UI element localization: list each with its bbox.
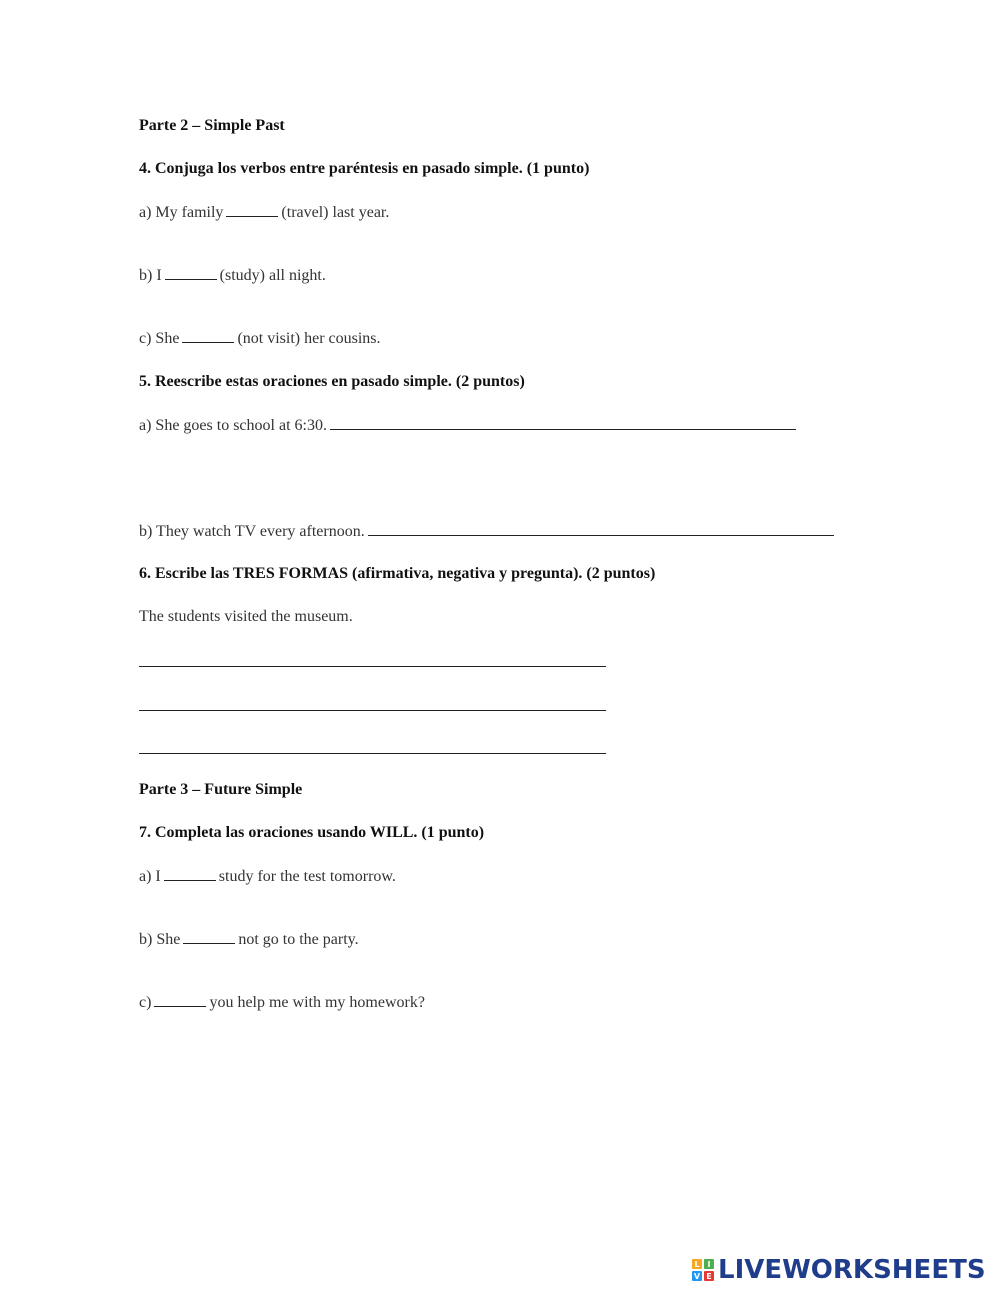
logo-text: LIVEWORKSHEETS bbox=[718, 1255, 986, 1285]
q4-item-c-prefix: c) She bbox=[139, 330, 180, 347]
q7-item-c-prefix: c) bbox=[139, 994, 152, 1011]
logo-letter-v: V bbox=[693, 1271, 701, 1281]
q4-item-c-suffix: (not visit) her cousins. bbox=[237, 330, 381, 347]
q7-item-b-suffix: not go to the party. bbox=[238, 931, 359, 948]
q5-answer-blank-a[interactable] bbox=[330, 415, 796, 430]
q5-item-b bbox=[139, 521, 837, 542]
liveworksheets-logo bbox=[692, 1256, 986, 1284]
q7-answer-blank-b[interactable] bbox=[183, 929, 235, 944]
q4-item-b bbox=[139, 265, 326, 286]
q4-heading: 4. Conjuga los verbos entre paréntesis en pasado simple. (1 punto) bbox=[139, 160, 590, 177]
q6-answer-line-negative[interactable] bbox=[139, 710, 606, 711]
q7-item-c bbox=[139, 992, 425, 1013]
q7-answer-blank-c[interactable] bbox=[154, 992, 206, 1007]
q7-heading: 7. Completa las oraciones usando WILL. (1 punto) bbox=[139, 824, 485, 841]
q5-item-b-text: b) They watch TV every afternoon. bbox=[139, 523, 365, 540]
q5-heading: 5. Reescribe estas oraciones en pasado simple. (2 puntos) bbox=[139, 373, 525, 390]
q7-item-c-suffix: you help me with my homework? bbox=[209, 994, 425, 1011]
q7-answer-blank-a[interactable] bbox=[164, 866, 216, 881]
q4-answer-blank-a[interactable] bbox=[226, 202, 278, 217]
q4-answer-blank-b[interactable] bbox=[165, 265, 217, 280]
q6-sentence: The students visited the museum. bbox=[139, 608, 353, 625]
q6-heading: 6. Escribe las TRES FORMAS (afirmativa, negativa y pregunta). (2 puntos) bbox=[139, 565, 656, 582]
q4-item-c bbox=[139, 328, 381, 349]
part2-title: Parte 2 – Simple Past bbox=[139, 117, 285, 134]
q6-answer-line-affirmative[interactable] bbox=[139, 666, 606, 667]
logo-letter-e: E bbox=[704, 1271, 714, 1281]
q4-item-a-prefix: a) My family bbox=[139, 204, 224, 221]
logo-grid-icon bbox=[692, 1259, 714, 1281]
q7-item-a bbox=[139, 866, 396, 887]
logo-letter-i: I bbox=[704, 1259, 714, 1269]
q5-item-a bbox=[139, 415, 799, 436]
q4-answer-blank-c[interactable] bbox=[182, 328, 234, 343]
q7-item-a-prefix: a) I bbox=[139, 868, 161, 885]
logo-letter-l: L bbox=[692, 1259, 702, 1269]
q4-item-a-suffix: (travel) last year. bbox=[281, 204, 390, 221]
q7-item-a-suffix: study for the test tomorrow. bbox=[218, 868, 396, 885]
q4-item-b-suffix: (study) all night. bbox=[219, 267, 326, 284]
q5-answer-blank-b[interactable] bbox=[368, 521, 834, 536]
part3-title: Parte 3 – Future Simple bbox=[139, 781, 303, 798]
q7-item-b-prefix: b) She bbox=[139, 931, 181, 948]
q5-item-a-text: a) She goes to school at 6:30. bbox=[139, 417, 327, 434]
q7-item-b bbox=[139, 929, 359, 950]
q6-answer-line-question[interactable] bbox=[139, 753, 606, 754]
q4-item-b-prefix: b) I bbox=[139, 267, 162, 284]
q4-item-a bbox=[139, 202, 389, 223]
